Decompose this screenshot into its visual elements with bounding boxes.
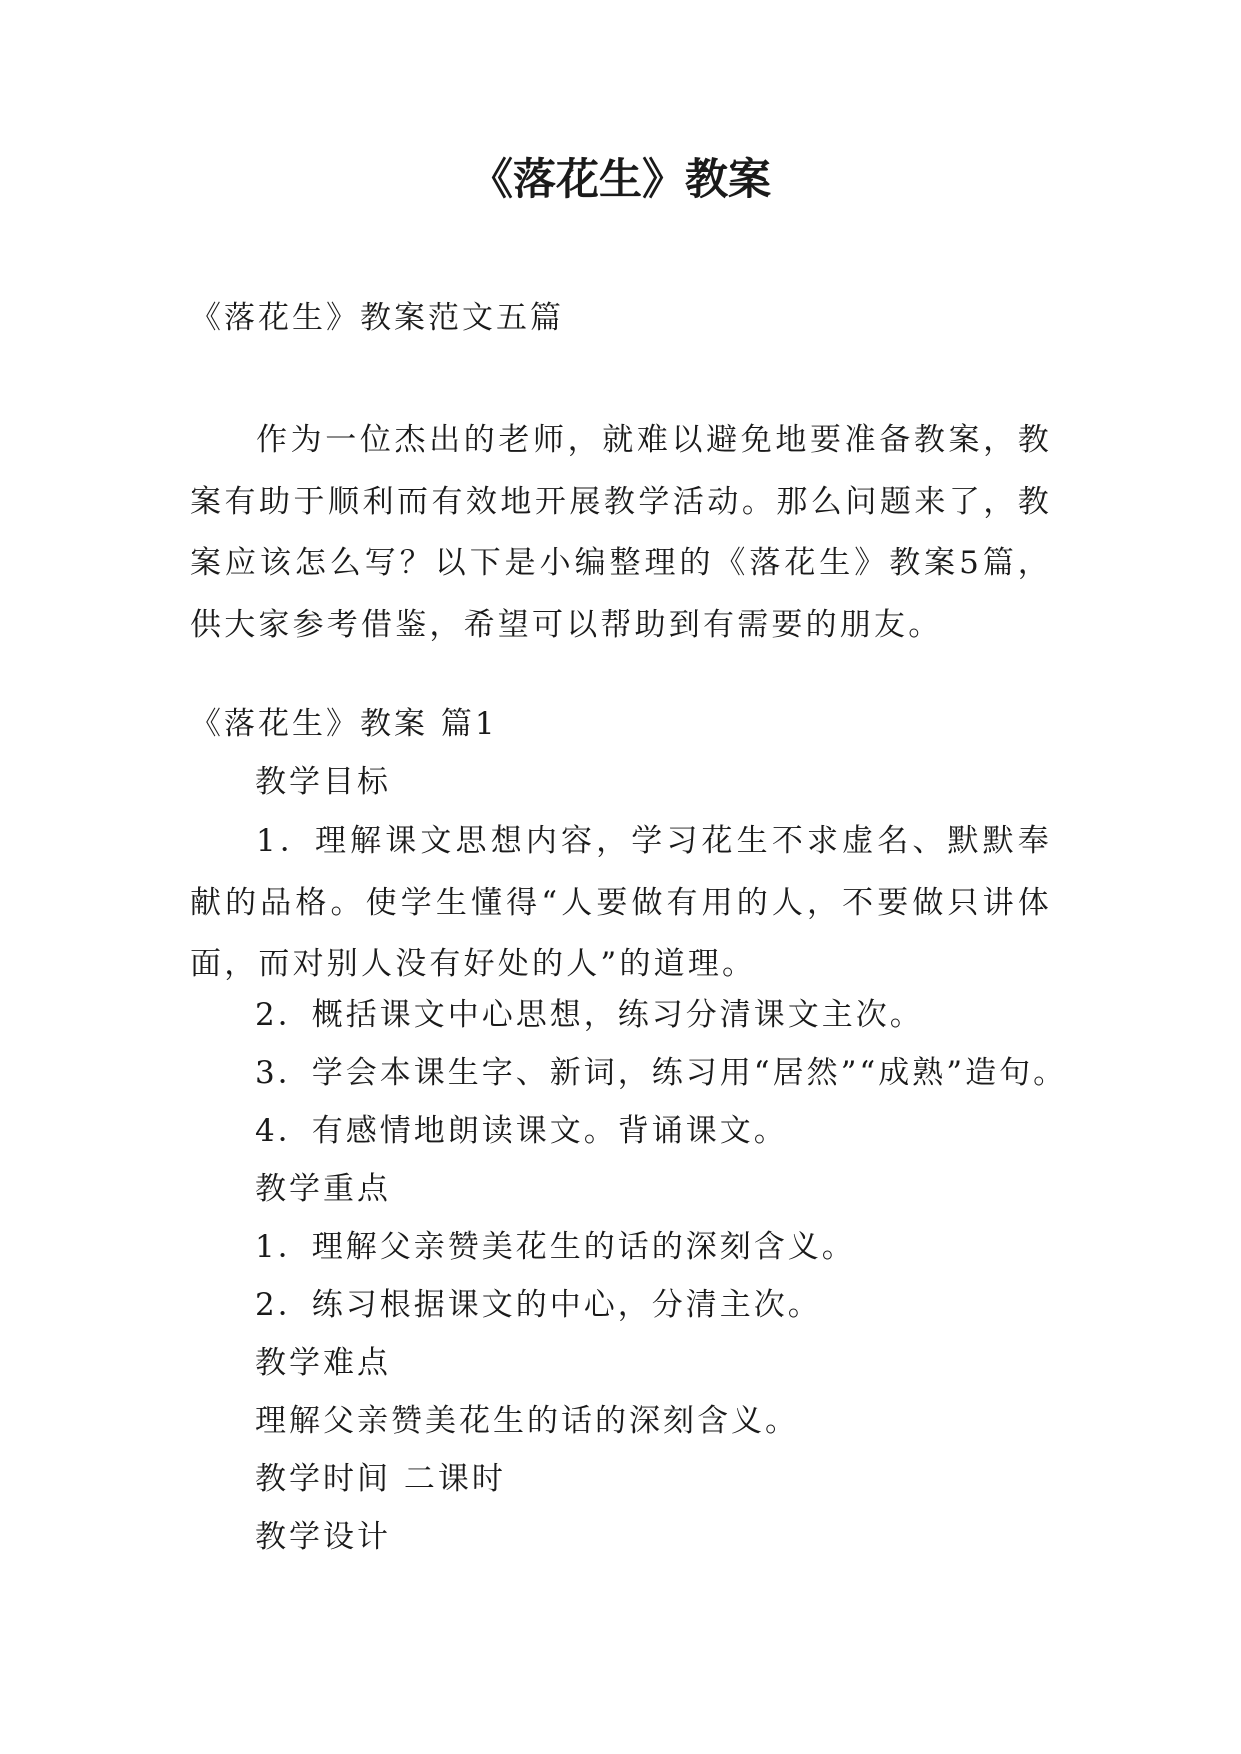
objective-item: 2．概括课文中心思想，练习分清课文主次。 xyxy=(255,997,924,1033)
difficulty-heading: 教学难点 xyxy=(255,1345,391,1381)
key-point-item: 2．练习根据课文的中心，分清主次。 xyxy=(255,1287,822,1323)
difficulty-item: 理解父亲赞美花生的话的深刻含义。 xyxy=(255,1403,799,1439)
time-line: 教学时间 二课时 xyxy=(255,1461,506,1497)
objective-item: 1．理解课文思想内容，学习花生不求虚名、默默奉献的品格。使学生懂得“人要做有用的人，不要做只讲体面，而对别人没有好处的人”的道理。 xyxy=(190,823,1052,982)
key-points-heading: 教学重点 xyxy=(255,1171,391,1207)
document-title: 《落花生》教案 xyxy=(470,155,771,205)
design-heading: 教学设计 xyxy=(255,1519,391,1555)
objective-item: 4．有感情地朗读课文。背诵课文。 xyxy=(255,1113,788,1149)
objective-item: 3．学会本课生字、新词，练习用“居然”“成熟”造句。 xyxy=(255,1055,1068,1091)
document-subtitle: 《落花生》教案范文五篇 xyxy=(190,300,564,336)
section-heading: 《落花生》教案 篇1 xyxy=(190,706,498,742)
key-point-item: 1．理解父亲赞美花生的话的深刻含义。 xyxy=(255,1229,856,1265)
intro-paragraph: 作为一位杰出的老师，就难以避免地要准备教案，教案有助于顺利而有效地开展教学活动。那么问题来了，教案应该怎么写？以下是小编整理的《落花生》教案5篇，供大家参考借鉴，希望可以帮助到有需要的朋友。 xyxy=(190,422,1052,643)
objectives-heading: 教学目标 xyxy=(255,764,391,800)
